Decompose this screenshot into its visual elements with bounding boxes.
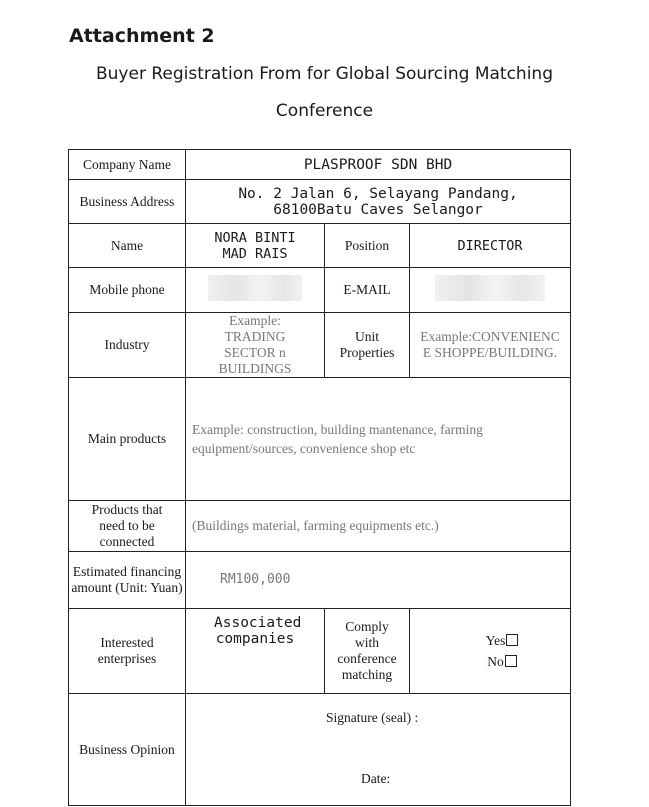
- position-value[interactable]: DIRECTOR: [410, 224, 571, 268]
- main-products-row: [69, 378, 571, 501]
- registration-form-table: [68, 149, 571, 806]
- business-address-row: [69, 180, 571, 224]
- products-connected-label: Products that need to be connected: [69, 501, 186, 552]
- industry-value[interactable]: Example: TRADING SECTOR n BUILDINGS: [186, 313, 325, 378]
- mobile-phone-value[interactable]: [186, 268, 325, 313]
- yes-checkbox[interactable]: [506, 634, 518, 646]
- main-products-label: Main products: [69, 378, 186, 501]
- form-title-line-1: Buyer Registration From for Global Sourcing Matching: [96, 64, 553, 84]
- unit-properties-label: Unit Properties: [325, 313, 410, 378]
- name-value[interactable]: NORA BINTI MAD RAIS: [186, 224, 325, 268]
- products-connected-row: [69, 501, 571, 552]
- option-no[interactable]: [436, 651, 568, 672]
- industry-label: Industry: [69, 313, 186, 378]
- attachment-label: Attachment 2: [69, 25, 215, 47]
- company-name-label: Company Name: [69, 150, 186, 180]
- date-label: Date:: [361, 771, 391, 786]
- company-name-value[interactable]: PLASPROOF SDN BHD: [186, 150, 571, 180]
- email-label: E-MAIL: [325, 268, 410, 313]
- business-address-label: Business Address: [69, 180, 186, 224]
- form-title-line-2: Conference: [275, 101, 374, 121]
- business-address-value[interactable]: No. 2 Jalan 6, Selayang Pandang, 68100Batu Caves Selangor: [186, 180, 571, 224]
- business-opinion-row: [69, 694, 571, 806]
- redacted-phone: [208, 275, 302, 301]
- interested-value[interactable]: Associated companies: [186, 609, 325, 694]
- interested-label: Interested enterprises: [69, 609, 186, 694]
- financing-row: [69, 552, 571, 609]
- yes-label: Yes: [485, 633, 506, 648]
- contact-row: [69, 268, 571, 313]
- financing-label: Estimated financing amount (Unit: Yuan): [69, 552, 186, 609]
- business-opinion-area[interactable]: [186, 694, 571, 806]
- industry-row: [69, 313, 571, 378]
- name-row: [69, 224, 571, 268]
- company-name-row: [69, 150, 571, 180]
- email-value[interactable]: [410, 268, 571, 313]
- financing-value[interactable]: RM100,000: [186, 552, 571, 609]
- unit-properties-value[interactable]: Example:CONVENIENCE SHOPPE/BUILDING.: [410, 313, 571, 378]
- interested-row: [69, 609, 571, 694]
- position-label: Position: [325, 224, 410, 268]
- mobile-phone-label: Mobile phone: [69, 268, 186, 313]
- no-checkbox[interactable]: [505, 655, 517, 667]
- no-label: No: [487, 654, 504, 669]
- signature-label: Signature (seal) :: [326, 710, 419, 725]
- option-yes[interactable]: [436, 630, 568, 651]
- products-connected-value[interactable]: (Buildings material, farming equipments etc.): [186, 501, 571, 552]
- business-opinion-label: Business Opinion: [69, 694, 186, 806]
- comply-label: Comply with conference matching: [325, 609, 410, 694]
- redacted-email: [435, 275, 545, 301]
- main-products-value[interactable]: Example: construction, building mantenance, farming equipment/sources, convenience shop etc: [186, 378, 571, 501]
- comply-options: [410, 609, 571, 694]
- name-label: Name: [69, 224, 186, 268]
